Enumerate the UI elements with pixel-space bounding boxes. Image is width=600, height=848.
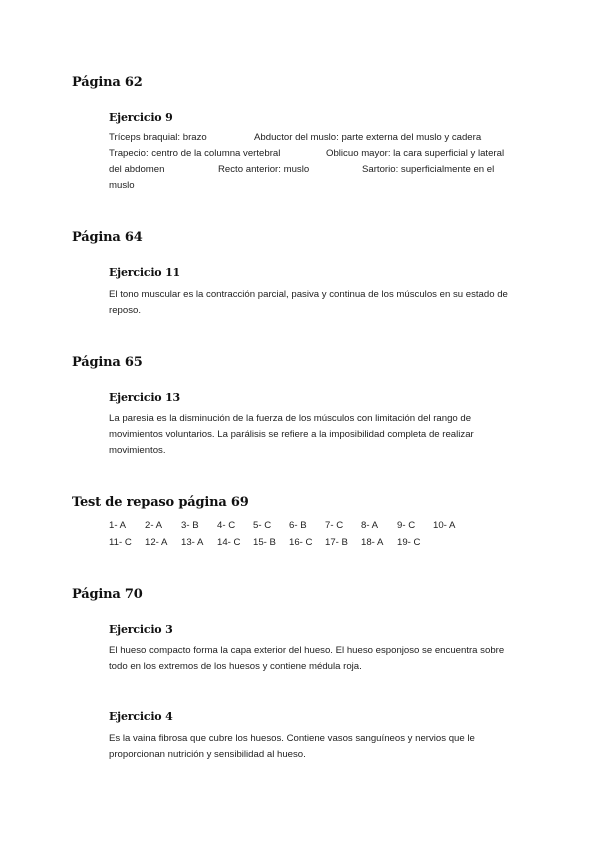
- answer-10: 10- A: [433, 520, 456, 531]
- exercise-title-3: Ejercicio 3: [109, 623, 173, 636]
- answer-15: 15- B: [253, 537, 276, 548]
- exercise-9-line-2: [109, 146, 529, 162]
- answer-13: 13- A: [181, 537, 204, 548]
- answer-16: 16- C: [289, 537, 313, 548]
- answer-17: 17- B: [325, 537, 348, 548]
- answer-18: 18- A: [361, 537, 384, 548]
- answer-11: 11- C: [109, 537, 132, 548]
- exercise-9-line-1: [109, 130, 529, 146]
- answer-12: 12- A: [145, 537, 168, 548]
- exercise-3-text: El hueso compacto forma la capa exterior del hueso. El hueso esponjoso se encuentra sobre todo en los extremos de los huesos y contiene médula roja.: [109, 645, 505, 672]
- exercise-9-line-4: [109, 178, 529, 194]
- muscle-abductor: Abductor del muslo: parte externa del muslo y cadera: [254, 132, 482, 143]
- section-title-pagina-64: Página 64: [72, 230, 143, 245]
- answer-1: 1- A: [109, 520, 127, 531]
- exercise-11-text: El tono muscular es la contracción parcial, pasiva y continua de los músculos en su estado de reposo.: [109, 289, 508, 316]
- answer-9: 9- C: [397, 520, 416, 531]
- test-answers-grid: [109, 518, 529, 552]
- section-title-pagina-62: Página 62: [72, 75, 143, 90]
- muscle-recto-anterior: Recto anterior: muslo: [218, 164, 310, 175]
- exercise-title-13: Ejercicio 13: [109, 391, 180, 404]
- muscle-sartorio-cont: muslo: [109, 180, 135, 191]
- answer-2: 2- A: [145, 520, 163, 531]
- section-title-test-repaso: Test de repaso página 69: [72, 495, 249, 510]
- answer-7: 7- C: [325, 520, 344, 531]
- muscle-oblicuo-cont: del abdomen: [109, 164, 165, 175]
- exercise-13-text: La paresia es la disminución de la fuerza de los músculos con limitación del rango de movimientos voluntarios. La parálisis se refiere a la imposibilidad completa de realizar movimientos.: [109, 413, 474, 456]
- answer-4: 4- C: [217, 520, 236, 531]
- muscle-triceps: Tríceps braquial: brazo: [109, 132, 207, 143]
- section-title-pagina-65: Página 65: [72, 355, 143, 370]
- exercise-title-9: Ejercicio 9: [109, 111, 173, 124]
- answer-14: 14- C: [217, 537, 241, 548]
- exercise-4-text: Es la vaina fibrosa que cubre los huesos. Contiene vasos sanguíneos y nervios que le proporcionan nutrición y sensibilidad al hueso.: [109, 733, 475, 760]
- section-title-pagina-70: Página 70: [72, 587, 143, 602]
- answer-5: 5- C: [253, 520, 272, 531]
- answer-19: 19- C: [397, 537, 421, 548]
- answer-6: 6- B: [289, 520, 307, 531]
- answer-3: 3- B: [181, 520, 199, 531]
- exercise-title-11: Ejercicio 11: [109, 266, 180, 279]
- muscle-sartorio: Sartorio: superficialmente en el: [362, 164, 495, 175]
- exercise-title-4: Ejercicio 4: [109, 710, 173, 723]
- muscle-trapecio: Trapecio: centro de la columna vertebral: [109, 148, 281, 159]
- exercise-9-line-3: [109, 162, 529, 178]
- answer-8: 8- A: [361, 520, 379, 531]
- muscle-oblicuo: Oblicuo mayor: la cara superficial y lateral: [326, 148, 505, 159]
